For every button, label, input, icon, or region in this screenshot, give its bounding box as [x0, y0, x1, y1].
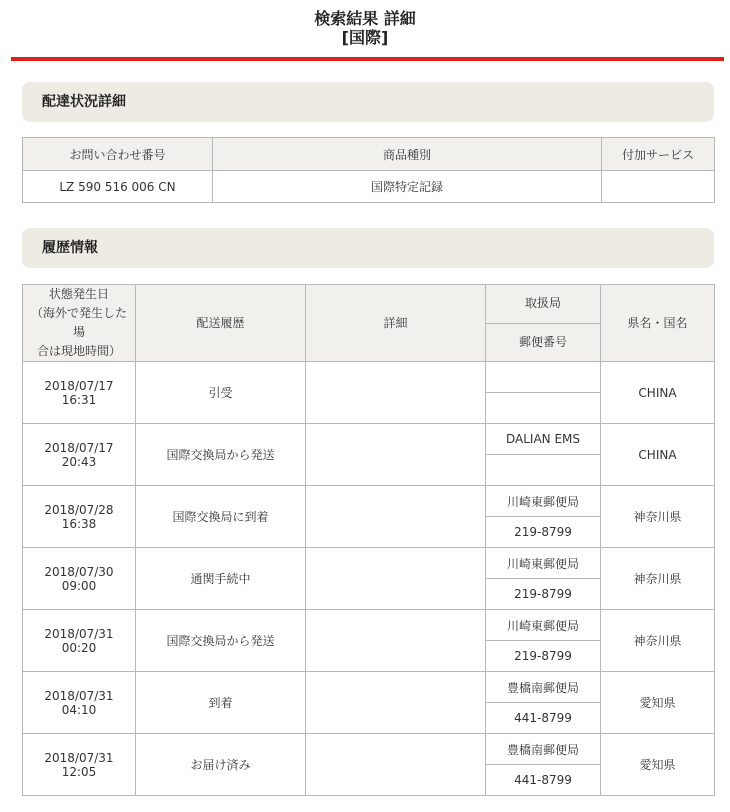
page-title: [0, 9, 730, 47]
history-date: 2018/07/31 04:10: [23, 672, 136, 734]
history-office: 川崎東郵便局: [486, 486, 601, 517]
history-office: DALIAN EMS: [486, 424, 601, 455]
delivery-status-heading: 配達状況詳細: [22, 82, 714, 122]
history-row: [23, 610, 715, 641]
delivery-status-row: [23, 171, 715, 203]
history-date: 2018/07/31 12:05: [23, 734, 136, 796]
history-row: [23, 424, 715, 455]
col-header-detail: 詳細: [306, 285, 486, 362]
history-office: 川崎東郵便局: [486, 548, 601, 579]
page-title-main: 検索結果 詳細: [314, 9, 416, 28]
col-header-region: 県名・国名: [601, 285, 715, 362]
tracking-number: LZ 590 516 006 CN: [23, 171, 213, 203]
history-region: 愛知県: [601, 734, 715, 796]
header-divider: [11, 57, 724, 61]
history-detail: [306, 734, 486, 796]
history-status: お届け済み: [136, 734, 306, 796]
history-date: 2018/07/17 16:31: [23, 362, 136, 424]
history-status: 国際交換局から発送: [136, 610, 306, 672]
history-region: CHINA: [601, 424, 715, 486]
history-status: 国際交換局に到着: [136, 486, 306, 548]
history-row: [23, 362, 715, 393]
col-header-postal-code: 郵便番号: [486, 323, 601, 362]
history-status: 引受: [136, 362, 306, 424]
history-status: 到着: [136, 672, 306, 734]
history-office: 豊橋南郵便局: [486, 672, 601, 703]
col-header-tracking-number: お問い合わせ番号: [23, 138, 213, 171]
history-office: [486, 362, 601, 393]
history-detail: [306, 486, 486, 548]
col-header-status: 配送履歴: [136, 285, 306, 362]
delivery-status-header-row: [23, 138, 715, 171]
history-region: 愛知県: [601, 672, 715, 734]
history-detail: [306, 672, 486, 734]
history-row: [23, 486, 715, 517]
history-postal-code: 441-8799: [486, 703, 601, 734]
history-office: 豊橋南郵便局: [486, 734, 601, 765]
history-status: 国際交換局から発送: [136, 424, 306, 486]
col-header-date: 状態発生日 （海外で発生した場 合は現地時間）: [23, 285, 136, 362]
history-office: 川崎東郵便局: [486, 610, 601, 641]
history-date: 2018/07/31 00:20: [23, 610, 136, 672]
history-region: CHINA: [601, 362, 715, 424]
history-date: 2018/07/28 16:38: [23, 486, 136, 548]
history-postal-code: [486, 455, 601, 486]
history-date: 2018/07/17 20:43: [23, 424, 136, 486]
history-postal-code: 219-8799: [486, 517, 601, 548]
history-detail: [306, 610, 486, 672]
additional-service: [602, 171, 715, 203]
col-header-office: 取扱局: [486, 285, 601, 324]
history-postal-code: 219-8799: [486, 641, 601, 672]
col-header-item-type: 商品種別: [213, 138, 602, 171]
delivery-status-table: [22, 137, 715, 203]
history-header-row: [23, 285, 715, 324]
history-region: 神奈川県: [601, 548, 715, 610]
history-region: 神奈川県: [601, 486, 715, 548]
history-status: 通関手続中: [136, 548, 306, 610]
col-header-additional-service: 付加サービス: [602, 138, 715, 171]
item-type: 国際特定記録: [213, 171, 602, 203]
history-detail: [306, 362, 486, 424]
history-detail: [306, 548, 486, 610]
history-row: [23, 672, 715, 703]
history-detail: [306, 424, 486, 486]
history-row: [23, 548, 715, 579]
history-date: 2018/07/30 09:00: [23, 548, 136, 610]
history-region: 神奈川県: [601, 610, 715, 672]
history-table: [22, 284, 715, 796]
history-postal-code: 219-8799: [486, 579, 601, 610]
history-heading: 履歴情報: [22, 228, 714, 268]
history-body: [23, 362, 715, 796]
history-postal-code: [486, 393, 601, 424]
page-title-sub: [国際]: [341, 28, 389, 47]
history-row: [23, 734, 715, 765]
history-postal-code: 441-8799: [486, 765, 601, 796]
